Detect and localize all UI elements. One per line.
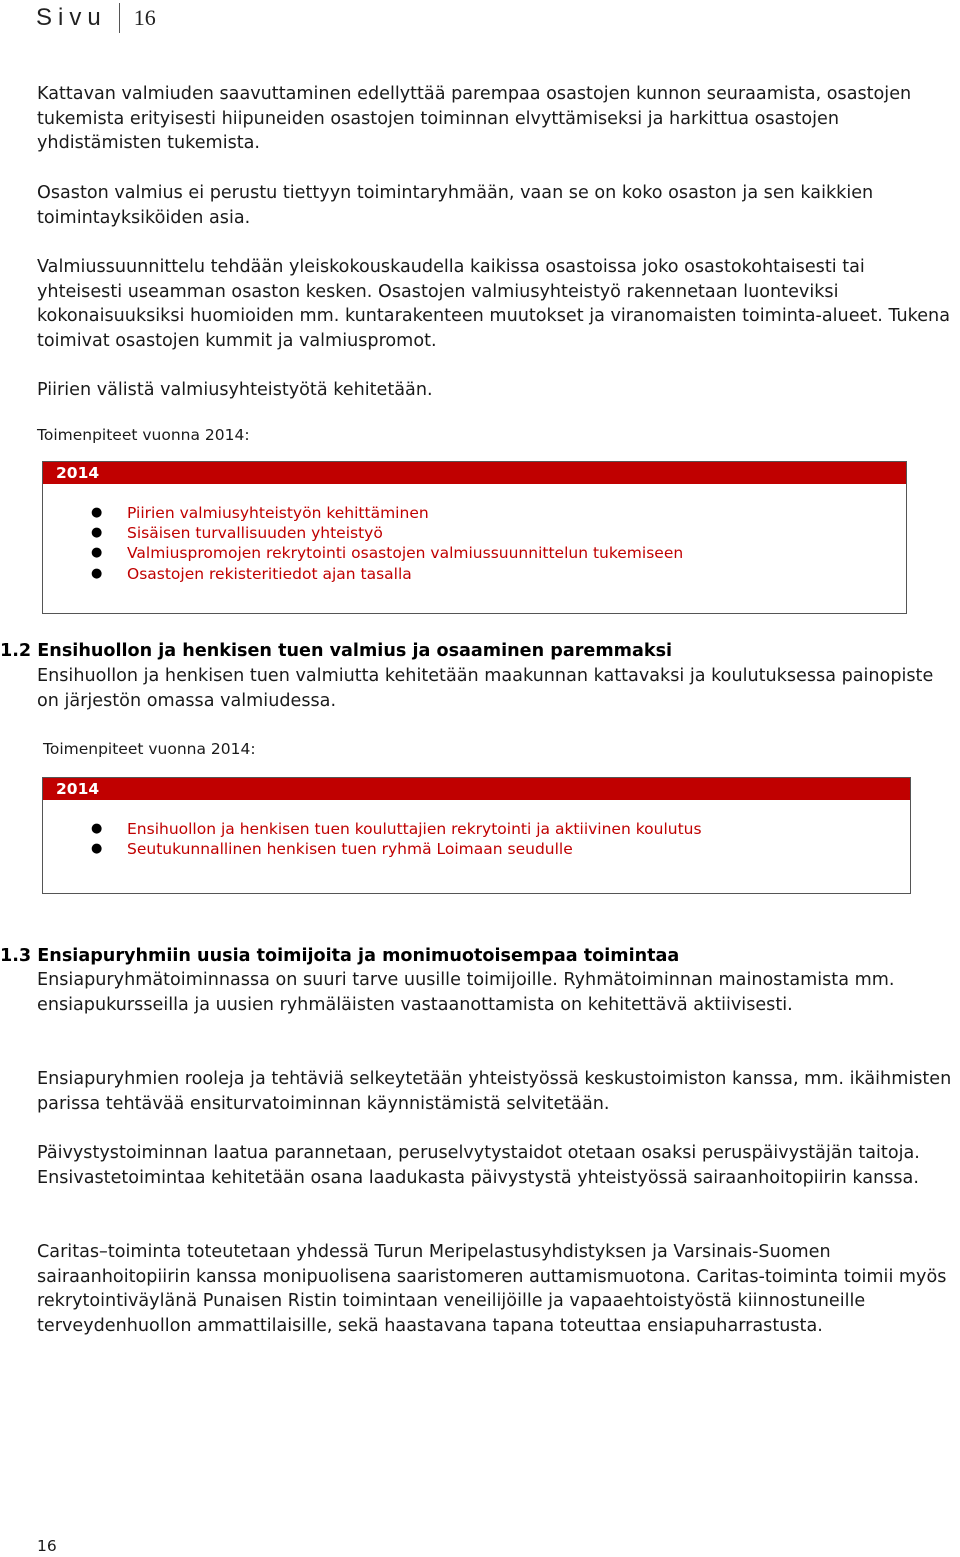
paragraph: Piirien välistä valmiusyhteistyötä kehitetään.: [37, 380, 433, 400]
measures-list: [43, 503, 906, 584]
measures-box-year: 2014: [43, 462, 906, 484]
paragraph: Kattavan valmiuden saavuttaminen edellyttää parempaa osastojen kunnon seuraamista, osastojen tukemista erityisesti hiipuneiden osastojen toiminnan elvyttämiseksi ja harkittua osastojen yhdistämisten tukemista.: [37, 84, 912, 154]
bullet-icon: ●: [91, 565, 103, 581]
bullet-icon: ●: [91, 841, 103, 857]
measures-box-year: 2014: [43, 778, 910, 800]
paragraph: Osaston valmius ei perustu tiettyyn toimintaryhmään, vaan se on koko osaston ja sen kaikkien toimintayksiköiden asia.: [37, 183, 874, 228]
header-divider: [119, 3, 120, 33]
section-heading: 1.3 Ensiapuryhmiin uusia toimijoita ja monimuotoisempaa toimintaa: [0, 946, 680, 966]
bullet-icon: ●: [91, 821, 103, 836]
list-item: ● Seutukunnallinen henkisen tuen ryhmä Loimaan seudulle: [91, 840, 573, 859]
paragraph: Päivystystoiminnan laatua parannetaan, peruselvytystaidot otetaan osaksi peruspäivystäjän taitoja. Ensivastetoimintaa kehitetään osana laadukasta päivystystä yhteistyössä sairaanhoitopiirin kanssa.: [37, 1143, 920, 1188]
paragraph: Ensiapuryhmien rooleja ja tehtäviä selkeytetään yhteistyössä keskustoimiston kanssa, mm. ikäihmisten parissa tehtävää ensiturvatoiminnan käynnistämistä selvitetään.: [37, 1069, 952, 1114]
measures-list: [43, 819, 910, 859]
section-heading: 1.2 Ensihuollon ja henkisen tuen valmius ja osaaminen paremmaksi: [0, 641, 673, 661]
list-item: ● Valmiuspromojen rekrytointi osastojen valmiussuunnittelun tukemiseen: [91, 544, 684, 563]
paragraph: Ensihuollon ja henkisen tuen valmiutta kehitetään maakunnan kattavaksi ja koulutuksessa painopiste on järjestön omassa valmiudessa.: [37, 666, 934, 711]
measures-label: Toimenpiteet vuonna 2014:: [43, 740, 256, 758]
paragraph: Caritas–toiminta toteutetaan yhdessä Turun Meripelastusyhdistyksen ja Varsinais-Suomen sairaanhoitopiirin kanssa monipuolisena saaristomeren auttamismuotona. Caritas-toiminta toimii myös rekrytointiväylänä Punaisen Ristin toimintaan veneilijöille ja vapaaehtoistyöstä kiinnostuneille terveydenhuollon ammattilaisille, sekä haastavana tapana toteuttaa ensiapuharrastusta.: [37, 1242, 947, 1337]
paragraph: Valmiussuunnittelu tehdään yleiskokouskaudella kaikissa osastoissa joko osastokohtaisesti tai yhteisesti useamman osaston kesken. Osastojen valmiusyhteistyö rakennetaan luonteviksi kokonaisuuksiksi huomioiden mm. kuntarakenteen muutokset ja viranomaisten toiminta-alueet. Tukena toimivat osastojen kummit ja valmiuspromot.: [37, 257, 950, 352]
page-header: [36, 0, 156, 36]
list-item: ● Sisäisen turvallisuuden yhteistyö: [91, 524, 383, 543]
measures-label: Toimenpiteet vuonna 2014:: [37, 426, 250, 444]
paragraph: Ensiapuryhmätoiminnassa on suuri tarve uusille toimijoille. Ryhmätoiminnan mainostamista mm. ensiapukursseilla ja uusien ryhmäläisten vastaanottamista on kehitettävä aktiivisesti.: [37, 970, 895, 1015]
list-item: ● Ensihuollon ja henkisen tuen kouluttajien rekrytointi ja aktiivinen koulutus: [91, 820, 702, 838]
list-item: ● Osastojen rekisteritiedot ajan tasalla: [91, 564, 412, 583]
header-page-number: 16: [133, 5, 156, 30]
bullet-icon: ●: [91, 525, 103, 541]
bullet-icon: ●: [91, 545, 103, 561]
footer-page-number: 16: [37, 1537, 57, 1555]
list-item: ● Piirien valmiusyhteistyön kehittäminen: [91, 504, 429, 522]
measures-box-2014: [42, 777, 911, 894]
measures-box-2014: [42, 461, 907, 614]
bullet-icon: ●: [91, 505, 103, 520]
header-label: Sivu: [36, 4, 107, 31]
